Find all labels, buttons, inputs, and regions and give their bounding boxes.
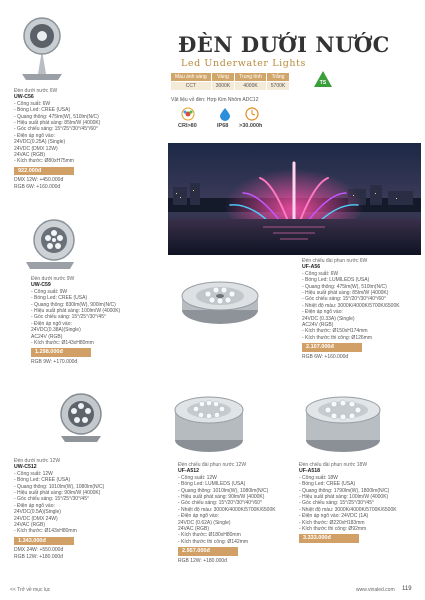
spec-line: - Góc chiếu sáng: 15°/20°/30°/40°/60° — [178, 500, 262, 507]
spec-line: - Kích thước thi công: Ø92mm — [299, 526, 367, 533]
product-image-uw-c59 — [20, 214, 80, 272]
price-tag: 2.107.000đ — [302, 343, 362, 351]
table-cell: 3000K — [211, 82, 234, 91]
price-note: RGB 12W: +180.000đ — [14, 553, 63, 560]
product-image-uf-a518 — [302, 386, 384, 456]
spec-line: - Góc chiếu sáng: 15°/20°/30°/40°/60° — [302, 296, 386, 303]
fountain-night-photo — [168, 143, 421, 255]
spec-line: - Hiệu suất phát sáng: 90lm/W (4000K) — [14, 490, 101, 497]
spec-line: - Hiệu suất phát sáng: 90lm/W (4000K) — [178, 494, 265, 501]
lifetime-value: >30.000h — [239, 123, 263, 129]
spec-line: - Điện áp ngõ vào: — [31, 320, 72, 327]
product-code: UF-A512 — [178, 468, 200, 475]
spec-line: - Nhiệt độ màu: 3000K/4000K/5700K/6500K — [299, 506, 397, 513]
product-category: Đèn dưới nước 12W — [14, 458, 61, 464]
spec-line: - Bóng Led: CREE (USA) — [31, 295, 88, 302]
spec-line: - Hiệu suất phát sáng: 100lm/W (4000K) — [31, 308, 121, 315]
price-note: RGB 12W: +180.000đ — [178, 557, 227, 564]
price-note: RGB 6W: +160.000đ — [14, 183, 61, 190]
product-category: Đèn chiếu đài phun nước 18W — [299, 462, 368, 468]
spec-line: - Điện áp ngõ vào: — [178, 513, 219, 520]
spec-line: - Quang thông: 475lm(W), 510lm(N/C) — [302, 283, 387, 290]
spec-line: 24VAC (RGB) — [14, 522, 46, 529]
product-info-uf-a56 — [302, 258, 422, 360]
website-url[interactable]: www.vinaled.com — [356, 587, 395, 593]
spec-line: - Hiệu suất phát sáng: 85lm/W (4000K) — [302, 290, 389, 297]
price-tag: 3.333.000đ — [299, 534, 359, 542]
spec-line: 24VAC (RGB) — [14, 152, 46, 159]
spec-line: - Công suất: 6W — [302, 270, 339, 277]
spec-line: - Kích thước: Ø150xH174mm — [302, 328, 368, 335]
product-info-uf-a512 — [178, 462, 298, 564]
spec-line: - Bóng Led: LUMILEDS (USA) — [178, 481, 246, 488]
spec-line: 24VDC (0.33A) (Single) — [302, 315, 355, 322]
price-tag: 922.000đ — [14, 167, 74, 175]
product-info-uw-c56 — [14, 88, 164, 190]
product-category: Đèn chiếu đài phun nước 12W — [178, 462, 247, 468]
table-header: Trắng — [266, 73, 289, 82]
spec-line: - Công suất: 6W — [14, 100, 51, 107]
spec-line: - Công suất: 12W — [178, 474, 217, 481]
lifetime-icon — [245, 107, 259, 121]
page-title: ĐÈN DƯỚI NƯỚC — [178, 32, 390, 57]
spec-line: - Nhiệt độ màu: 3000K/4000K/5700K/6500K — [302, 302, 400, 309]
spec-line: - Điện áp ngõ vào: — [14, 502, 55, 509]
material-note: Vật liệu vỏ đèn: Hợp Kim Nhôm ADC12 — [171, 97, 259, 103]
ip68-value: IP68 — [217, 123, 229, 129]
cri-value: CRI>80 — [178, 123, 197, 129]
spec-line: - Hiệu suất phát sáng: 100lm/W (4000K) — [299, 494, 389, 501]
spec-line: 24VDC(0.25A) (Single) — [14, 139, 66, 146]
price-note: RGB 9W: +170.000đ — [31, 358, 78, 365]
spec-line: - Bóng Led: LUMILEDS (USA) — [302, 277, 370, 284]
color-temperature-table — [170, 72, 290, 91]
product-category: Đèn dưới nước 9W — [31, 276, 75, 282]
spec-line: 24VDC (0.62A) (Single) — [178, 519, 231, 526]
spec-line: - Góc chiếu sáng: 15°/25°/30°/45°/60° — [14, 126, 98, 133]
product-info-uf-a518 — [299, 462, 421, 545]
back-to-contents-link[interactable]: << Trở về mục lục — [10, 587, 51, 593]
product-category: Đèn chiếu đài phun nước 6W — [302, 258, 368, 264]
product-image-uw-c56 — [14, 14, 70, 84]
page-number: 119 — [402, 586, 412, 592]
spec-line: - Góc chiếu sáng: 15°/25°/30°/45° — [299, 500, 374, 507]
spec-line: AC24V (RGB) — [31, 333, 63, 340]
product-code: UF-A518 — [299, 468, 321, 475]
product-image-uw-c512 — [56, 390, 106, 445]
spec-line: 24VDC(0.5A)(Single) — [14, 509, 61, 516]
table-header: Màu ánh sáng — [171, 73, 212, 82]
spec-line: 24VDC (DMX 12W) — [14, 145, 58, 152]
cri-icon — [181, 107, 195, 121]
spec-line: - Kích thước: Ø220xH183mm — [299, 519, 365, 526]
product-image-uf-a56 — [178, 270, 262, 336]
spec-line: - Kích thước: Ø80xH75mm — [14, 158, 74, 165]
spec-line: - Công suất: 12W — [14, 470, 53, 477]
product-category: Đèn dưới nước 6W — [14, 88, 58, 94]
spec-line: - Bóng Led: CREE (USA) — [299, 481, 356, 488]
spec-line: - Kích thước: Ø143xH80mm — [14, 528, 77, 535]
spec-line: - Bóng Led: CREE (USA) — [14, 477, 71, 484]
product-info-uw-c59 — [31, 276, 166, 365]
spec-line: - Kích thước thi công: Ø142mm — [178, 538, 248, 545]
spec-line: - Quang thông: 1010lm(W), 1080lm(N/C) — [14, 483, 105, 490]
price-note: RGB 6W: +160.000đ — [302, 353, 349, 360]
product-image-uf-a512 — [172, 384, 246, 456]
spec-line: - Điện áp ngõ vào: — [302, 309, 343, 316]
spec-line: - Quang thông: 1790lm(W), 1800lm(N/C) — [299, 487, 390, 494]
price-tag: 1.343.000đ — [14, 537, 74, 545]
price-note: DMX 24W: +550.000đ — [14, 547, 64, 554]
spec-line: - Điện áp ngõ vào: — [14, 132, 55, 139]
page-subtitle: Led Underwater Lights — [181, 58, 307, 69]
product-info-uw-c512 — [14, 458, 164, 560]
spec-line: - Công suất: 9W — [31, 288, 68, 295]
table-header: Trung tính — [235, 73, 267, 82]
ip68-icon — [218, 107, 232, 121]
spec-line: - Góc chiếu sáng: 15°/25°/30°/45° — [14, 496, 89, 503]
svg-text:TS: TS — [319, 80, 327, 86]
spec-line: - Điện áp ngõ vào: 24VDC (1A) — [299, 513, 369, 520]
spec-line: - Kích thước: Ø143xH80mm — [31, 340, 94, 347]
spec-line: - Quang thông: 475lm(W), 510lm(N/C) — [14, 113, 99, 120]
spec-line: - Quang thông: 830lm(W), 900lm(N/C) — [31, 301, 116, 308]
price-tag: 2.957.000đ — [178, 547, 238, 555]
table-header: Vàng — [211, 73, 234, 82]
spec-line: 24VAC (RGB) — [178, 526, 210, 533]
product-code: UW-C512 — [14, 464, 37, 471]
product-code: UW-C56 — [14, 94, 34, 101]
spec-line: - Kích thước: Ø180xH80mm — [178, 532, 241, 539]
spec-line: 24VDC (DMX 24W) — [14, 515, 58, 522]
price-tag: 1.298.000đ — [31, 348, 91, 356]
spec-line: - Góc chiếu sáng: 15°/25°/30°/45° — [31, 314, 106, 321]
table-cell: 5700K — [266, 82, 289, 91]
table-cell: 4000K — [235, 82, 267, 91]
spec-line: - Hiệu suất phát sáng: 85lm/W (4000K) — [14, 120, 101, 127]
product-code: UF-A56 — [302, 264, 321, 271]
product-code: UW-C59 — [31, 282, 51, 289]
table-cell: CCT — [171, 82, 212, 91]
spec-line: - Kích thước thi công: Ø126mm — [302, 334, 372, 341]
certification-badge-icon — [313, 70, 333, 88]
spec-line: - Nhiệt độ màu: 3000K/4000K/5700K/6500K — [178, 506, 276, 513]
spec-line: 24VDC(0.38A)(Single) — [31, 327, 81, 334]
spec-line: AC24V (RGB) — [302, 322, 334, 329]
spec-line: - Bóng Led: CREE (USA) — [14, 107, 71, 114]
price-note: DMX 12W: +450.000đ — [14, 177, 64, 184]
spec-line: - Công suất: 18W — [299, 474, 338, 481]
spec-line: - Quang thông: 1010lm(W), 1080lm(N/C) — [178, 487, 269, 494]
